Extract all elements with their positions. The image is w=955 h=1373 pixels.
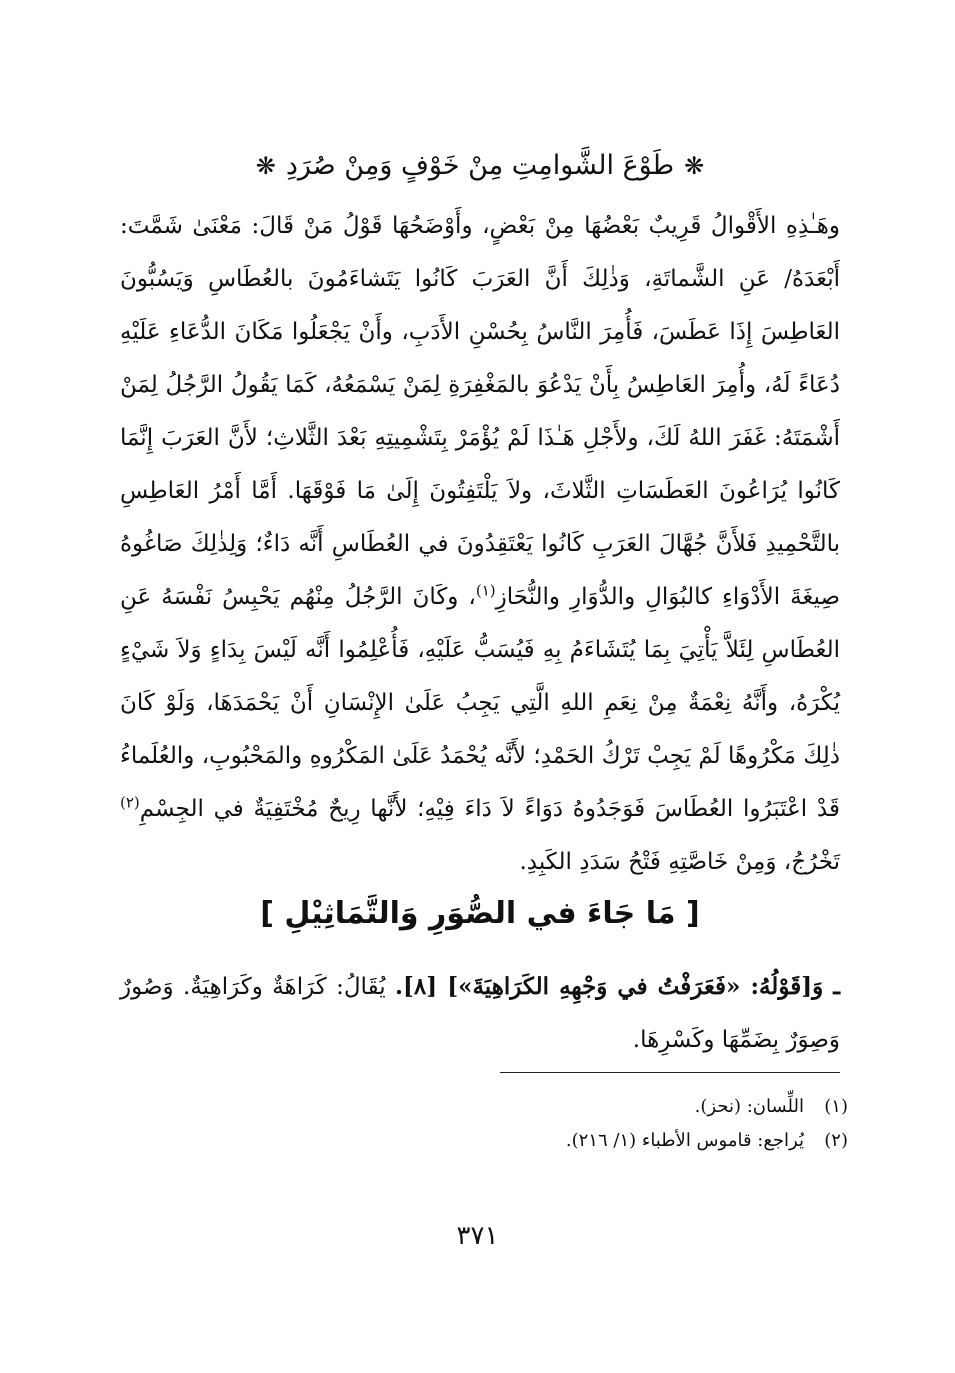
body-text-main: وهَـٰذِهِ الأَقْوالُ قَرِيبٌ بَعْضُهَا مِنْ بَعْضٍ، وأَوْضَحُهَا قَوْلُ مَنْ قَالَ: مَعْنَىٰ شَمَّتَ: أَبْعَدَهُ/ عَنِ الشَّماتَةِ، وَذٰلِكَ أَنَّ العَرَبَ كَانُوا يَتَشاءَمُونَ بالعُطَاسِ وَيَسُبُّونَ العَاطِسَ إِذَا عَطَسَ، فَأُمِرَ النَّاسُ بِحُسْنِ الأَدَبِ، وأَنْ يَجْعَلُوا مَكَانَ الدُّعَاءِ عَلَيْهِ دُعَاءً لَهُ، وأُمِرَ العَاطِسُ بِأَنْ يَدْعُوَ بالمَغْفِرَةِ لِمَنْ يَسْمَعُهُ، كَمَا يَقُولُ الرَّجُلُ لِمَنْ أَشْمَتَهُ: غَفَرَ اللهُ لَكَ، ولأَجْلِ هَـٰذَا لَمْ يُؤْمَرْ بِتَشْمِيتِهِ بَعْدَ الثَّلاثِ؛ لأَنَّ العَرَبَ إِنَّمَا كَانُوا يُرَاعُونَ العَطَسَاتِ الثَّلاثَ، ولاَ يَلْتَفِتُونَ إِلَىٰ مَا فَوْقَهَا. أَمَّا أَمْرُ العَاطِسِ بالتَّحْمِيدِ فَلأَنَّ جُهَّالَ العَرَبِ كَانُوا يَعْتَقِدُونَ في العُطَاسِ أَنَّه دَاءٌ؛ وَلِذٰلِكَ صَاغُوهُ صِيغَةَ الأَدْوَاءِ كالبُوَالِ والدُّوَارِ والنُّحَازِ [120,213,840,610]
verse-star-left: ❋ [255,152,276,180]
footnote-item [120,1090,848,1124]
footnote-text: يُراجع: قاموس الأطباء (١/ ٢١٦). [565,1130,804,1151]
verse-star-right: ❋ [684,152,705,180]
footnotes [120,1090,848,1158]
verse-line [120,146,840,186]
body-text-end: تَخْرُجُ، وَمِنْ خَاصَّتِهِ فَتْحُ سَدَدِ الكَبِدِ. [519,849,840,875]
body-text-middle: ، وكَانَ الرَّجُلُ مِنْهُم يَحْبِسُ نَفْسَهُ عَنِ العُطَاسِ لِئَلاَّ يَأْتِيَ بِمَا يُتَشَاءَمُ بِهِ فَيُسَبُّ عَلَيْهِ، فَأُعْلِمُوا أَنَّه لَيْسَ بِدَاءٍ وَلاَ شَيْءٍ يُكْرَهُ، وأَنَّهُ نِعْمَةٌ مِنْ نِعَمِ اللهِ الَّتِي يَجِبُ عَلَىٰ الإِنْسَانِ أَنْ يَحْمَدَهَا، وَلَوْ كَانَ ذٰلِكَ مَكْرُوهًا لَمْ يَجِبْ تَرْكُ الحَمْدِ؛ لأَنَّه يُحْمَدُ عَلَىٰ المَكْرُوهِ والمَحْبُوبِ، والعُلَماءُ قَدْ اعْتَبَرُوا العُطَاسَ فَوَجَدُوهُ دَوَاءً لاَ دَاءَ فِيْهِ؛ لأَنَّها رِيحٌ مُخْتَفِيَةٌ في الجِسْمِ [120,584,840,822]
section-heading: [ مَا جَاءَ في الصُّوَرِ وَالتَّمَاثِيْلِ ] [260,896,700,931]
footnote-item [120,1124,848,1158]
verse-text: طَوْعَ الشَّوامِتِ مِنْ خَوْفٍ وَمِنْ صُرَدِ [285,150,675,181]
body-paragraph [120,200,840,889]
footnote-text: اللِّسان: (نحز). [694,1096,804,1117]
footnote-ref-2: (٢) [120,793,140,812]
footnote-ref-1: (١) [475,581,496,600]
entry-lead: ـ وَ[قَوْلُهُ: «فَعَرَفْتُ في وَجْهِهِ الكَرَاهِيَةَ»] [٨]. [394,973,840,1000]
footnote-divider [500,1072,840,1073]
footnote-number: (١) [824,1096,848,1117]
page-number: ٣٧١ [456,1221,499,1251]
entry-paragraph [120,960,840,1067]
footnote-number: (٢) [824,1130,848,1151]
entry-rest: يُقَالُ: كَرَاهَةٌ وكَرَاهِيَةٌ. وَصُورٌ وَصِوَرٌ بِضَمِّهَا وكَسْرِهَا. [120,974,840,1053]
